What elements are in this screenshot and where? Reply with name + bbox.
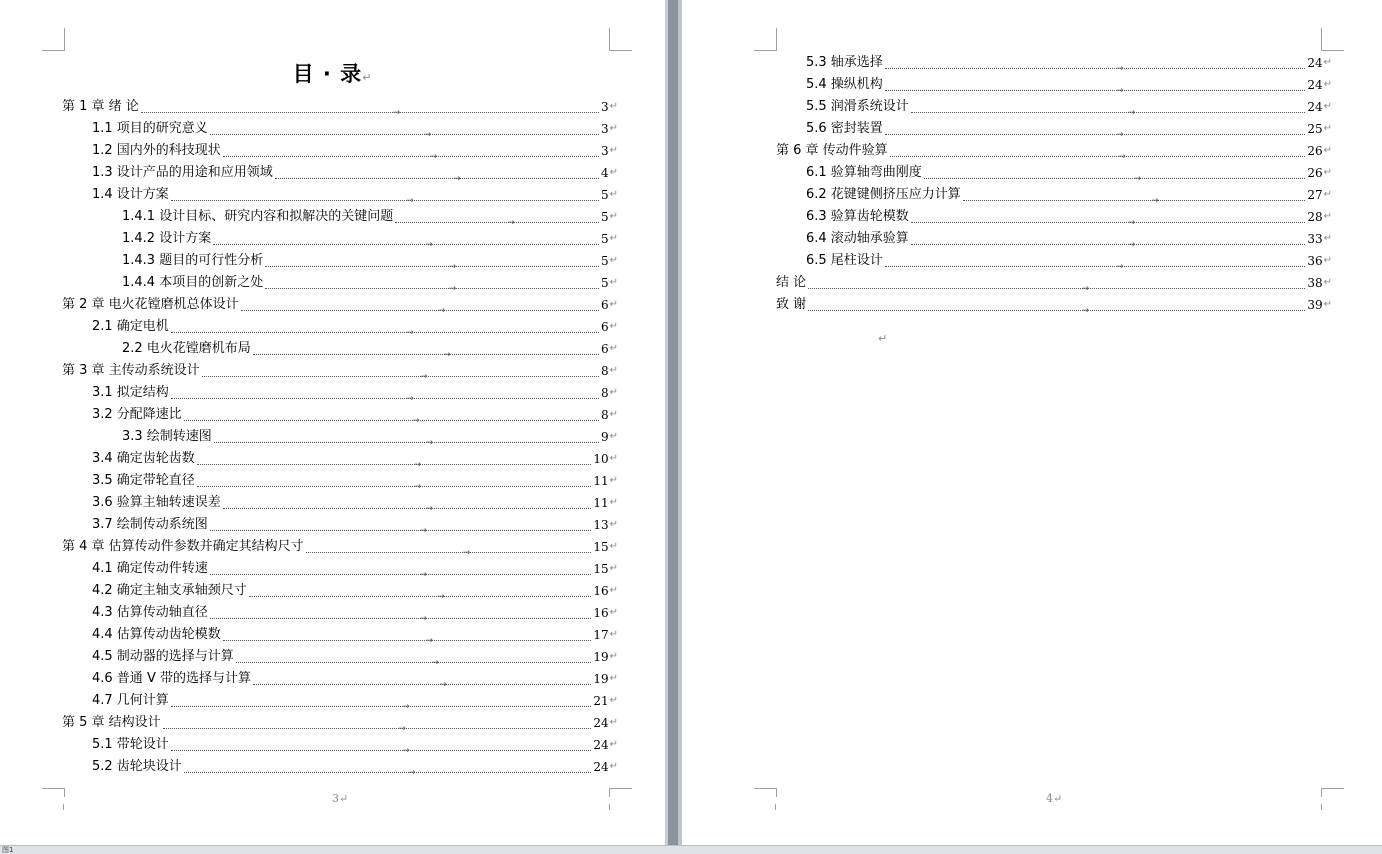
tab-leader-dots xyxy=(249,596,592,597)
toc-entry-page-number: 5 xyxy=(600,210,609,224)
page-number xyxy=(1046,792,1062,805)
toc-entry-title: 1.1 项目的研究意义 xyxy=(92,121,208,136)
tab-leader-dots xyxy=(890,156,1306,157)
paragraph-mark: ↵ xyxy=(609,431,618,442)
tab-leader-dots xyxy=(210,530,592,531)
tab-leader-dots xyxy=(885,68,1306,69)
toc-section-entry[interactable] xyxy=(92,184,618,206)
toc-section-entry[interactable] xyxy=(806,118,1332,140)
toc-section-entry[interactable] xyxy=(92,646,618,668)
paragraph-mark: ↵ xyxy=(609,629,618,640)
paragraph-mark: ↵ xyxy=(609,101,618,112)
tab-leader-dots xyxy=(395,222,599,223)
tab-leader-dots xyxy=(241,310,599,311)
toc-entry-title: 6.1 验算轴弯曲刚度 xyxy=(806,165,922,180)
tab-leader-dots xyxy=(808,310,1305,311)
paragraph-mark: ↵ xyxy=(878,332,888,345)
toc-entry-title: 6.4 滚动轴承验算 xyxy=(806,231,909,246)
toc-entry-page-number: 26 xyxy=(1307,144,1323,158)
toc-entry-page-number: 3 xyxy=(600,122,609,136)
tab-leader-dots xyxy=(236,662,592,663)
toc-entry-title: 3.6 验算主轴转速误差 xyxy=(92,495,221,510)
toc-section-entry[interactable] xyxy=(92,140,618,162)
tab-leader-dots xyxy=(210,618,592,619)
toc-section-entry[interactable] xyxy=(806,250,1332,272)
toc-entry-page-number: 8 xyxy=(600,364,609,378)
toc-entry-title: 3.5 确定带轮直径 xyxy=(92,473,195,488)
toc-entry-page-number: 15 xyxy=(593,540,609,554)
crop-mark-top-right xyxy=(1321,28,1344,51)
toc-section-entry[interactable] xyxy=(92,514,618,536)
toc-section-entry[interactable] xyxy=(806,52,1332,74)
tab-leader-dots xyxy=(184,772,592,773)
paragraph-mark: ↵ xyxy=(1323,123,1332,134)
paragraph-mark: ↵ xyxy=(609,673,618,684)
tab-leader-dots xyxy=(911,222,1306,223)
toc-section-entry[interactable] xyxy=(92,448,618,470)
tab-leader-dots xyxy=(141,112,599,113)
paragraph-mark: ↵ xyxy=(609,409,618,420)
toc-entry-title: 第 6 章 传动件验算 xyxy=(776,143,888,158)
paragraph-mark: ↵ xyxy=(609,167,618,178)
paragraph-mark: ↵ xyxy=(1323,145,1332,156)
toc-entry-page-number: 16 xyxy=(593,584,609,598)
toc-entry-title: 4.4 估算传动齿轮模数 xyxy=(92,627,221,642)
toc-entry-page-number: 13 xyxy=(593,518,609,532)
toc-entry-page-number: 24 xyxy=(593,738,609,752)
tab-leader-dots xyxy=(306,552,592,553)
toc-entry-page-number: 26 xyxy=(1307,166,1323,180)
tab-leader-dots xyxy=(253,354,599,355)
toc-entry-page-number: 21 xyxy=(593,694,609,708)
paragraph-mark: ↵ xyxy=(609,717,618,728)
toc-entry-title: 4.3 估算传动轴直径 xyxy=(92,605,208,620)
tab-leader-dots xyxy=(197,486,592,487)
toc-section-entry[interactable] xyxy=(92,162,618,184)
toc-section-entry[interactable] xyxy=(806,228,1332,250)
toc-entry-page-number: 24 xyxy=(593,760,609,774)
toc-entry-title: 第 1 章 绪 论 xyxy=(62,99,139,114)
toc-section-entry[interactable] xyxy=(92,690,618,712)
toc-entry-page-number: 36 xyxy=(1307,254,1323,268)
toc-entry-title: 3.2 分配降速比 xyxy=(92,407,182,422)
crop-tick xyxy=(63,804,64,810)
tab-leader-dots xyxy=(171,750,592,751)
toc-entry-page-number: 8 xyxy=(600,386,609,400)
toc-entry-page-number: 5 xyxy=(600,254,609,268)
page-number xyxy=(332,792,348,805)
crop-mark-bottom-left xyxy=(754,788,777,797)
toc-entry-page-number: 24 xyxy=(1307,100,1323,114)
toc-entry-page-number: 19 xyxy=(593,650,609,664)
tab-leader-dots xyxy=(963,200,1306,201)
tab-leader-dots xyxy=(911,244,1306,245)
document-page-3[interactable] xyxy=(0,0,665,845)
toc-entry-page-number: 5 xyxy=(600,232,609,246)
toc-entry-page-number: 25 xyxy=(1307,122,1323,136)
toc-section-entry[interactable] xyxy=(92,734,618,756)
tab-leader-dots xyxy=(171,200,599,201)
paragraph-mark: ↵ xyxy=(1323,189,1332,200)
crop-mark-bottom-left xyxy=(42,788,65,797)
document-page-4[interactable] xyxy=(682,0,1382,845)
toc-section-entry[interactable] xyxy=(806,162,1332,184)
crop-tick xyxy=(609,804,610,810)
paragraph-mark: ↵ xyxy=(609,255,618,266)
toc-entry-page-number: 4 xyxy=(600,166,609,180)
toc-entry-title: 1.4.4 本项目的创新之处 xyxy=(122,275,264,290)
tab-leader-dots xyxy=(171,706,592,707)
paragraph-mark: ↵ xyxy=(1323,211,1332,222)
toc-section-entry[interactable] xyxy=(806,206,1332,228)
paragraph-mark: ↵ xyxy=(609,123,618,134)
crop-mark-top-right xyxy=(609,28,632,51)
toc-entry-page-number: 3 xyxy=(600,144,609,158)
toc-section-entry[interactable] xyxy=(92,404,618,426)
toc-entry-title: 4.7 几何计算 xyxy=(92,693,169,708)
toc-entry-page-number: 24 xyxy=(593,716,609,730)
toc-entry-title: 4.5 制动器的选择与计算 xyxy=(92,649,234,664)
tab-leader-dots xyxy=(885,266,1306,267)
crop-mark-top-left xyxy=(754,28,777,51)
paragraph-mark: ↵ xyxy=(1323,167,1332,178)
tab-leader-dots xyxy=(214,442,599,443)
toc-entry-page-number: 6 xyxy=(600,320,609,334)
toc-entry-title: 第 3 章 主传动系统设计 xyxy=(62,363,200,378)
toc-entry-title: 6.5 尾柱设计 xyxy=(806,253,883,268)
paragraph-mark: ↵ xyxy=(1053,792,1063,805)
toc-section-entry[interactable] xyxy=(92,118,618,140)
toc-chapter-entry[interactable] xyxy=(62,536,618,558)
toc-section-entry[interactable] xyxy=(806,74,1332,96)
tab-leader-dots xyxy=(223,640,592,641)
paragraph-mark: ↵ xyxy=(609,585,618,596)
tab-leader-dots xyxy=(202,376,599,377)
page-number-text: 4 xyxy=(1046,792,1053,805)
toc-entry-page-number: 10 xyxy=(593,452,609,466)
tab-leader-dots xyxy=(210,134,599,135)
toc-section-entry[interactable] xyxy=(806,96,1332,118)
toc-entry-title: 1.4.2 设计方案 xyxy=(122,231,212,246)
toc-entry-title: 5.3 轴承选择 xyxy=(806,55,883,70)
paragraph-mark: ↵ xyxy=(609,739,618,750)
page-gutter-shadow xyxy=(668,0,678,845)
paragraph-mark: ↵ xyxy=(609,343,618,354)
toc-section-entry[interactable] xyxy=(92,492,618,514)
paragraph-mark: ↵ xyxy=(609,563,618,574)
toc-section-entry[interactable] xyxy=(92,470,618,492)
paragraph-mark: ↵ xyxy=(1323,255,1332,266)
toc-section-entry[interactable] xyxy=(122,272,618,294)
toc-section-entry[interactable] xyxy=(122,206,618,228)
toc-entry-title: 第 2 章 电火花镗磨机总体设计 xyxy=(62,297,239,312)
toc-title-text: 目 · 录 xyxy=(292,62,363,86)
tab-leader-dots xyxy=(223,508,592,509)
paragraph-mark: ↵ xyxy=(609,541,618,552)
tab-leader-dots xyxy=(911,112,1306,113)
toc-entry-title: 3.1 拟定结构 xyxy=(92,385,169,400)
tab-leader-dots xyxy=(213,244,599,245)
toc-entry-page-number: 24 xyxy=(1307,78,1323,92)
paragraph-mark: ↵ xyxy=(609,519,618,530)
tab-leader-dots xyxy=(265,266,599,267)
tab-leader-dots xyxy=(197,464,592,465)
crop-mark-bottom-right xyxy=(1321,788,1344,797)
tab-leader-dots xyxy=(171,398,599,399)
toc-section-entry[interactable] xyxy=(92,382,618,404)
paragraph-mark: ↵ xyxy=(1323,57,1332,68)
tab-leader-dots xyxy=(265,288,599,289)
paragraph-mark: ↵ xyxy=(609,607,618,618)
toc-entry-title: 1.2 国内外的科技现状 xyxy=(92,143,221,158)
toc-entry-title: 结 论 xyxy=(776,275,807,290)
toc-section-entry[interactable] xyxy=(92,602,618,624)
toc-section-entry[interactable] xyxy=(92,624,618,646)
toc-entry-page-number: 17 xyxy=(593,628,609,642)
paragraph-mark: ↵ xyxy=(609,321,618,332)
toc-entry-title: 6.2 花键键侧挤压应力计算 xyxy=(806,187,961,202)
toc-section-entry[interactable] xyxy=(92,558,618,580)
toc-entry-page-number: 5 xyxy=(600,188,609,202)
paragraph-mark: ↵ xyxy=(609,497,618,508)
paragraph-mark: ↵ xyxy=(609,475,618,486)
toc-entry-title: 5.2 齿轮块设计 xyxy=(92,759,182,774)
paragraph-mark: ↵ xyxy=(609,233,618,244)
paragraph-mark: ↵ xyxy=(1323,79,1332,90)
toc-entry-page-number: 16 xyxy=(593,606,609,620)
toc-entry-title: 2.1 确定电机 xyxy=(92,319,169,334)
toc-entry-title: 1.4.3 题目的可行性分析 xyxy=(122,253,264,268)
paragraph-mark: ↵ xyxy=(362,71,373,84)
toc-entry-page-number: 19 xyxy=(593,672,609,686)
toc-chapter-entry[interactable] xyxy=(776,294,1332,316)
status-text: 图1 xyxy=(2,846,14,854)
toc-entry-title: 4.2 确定主轴支承轴颈尺寸 xyxy=(92,583,247,598)
toc-entry-page-number: 15 xyxy=(593,562,609,576)
toc-entry-title: 1.4 设计方案 xyxy=(92,187,169,202)
toc-entry-title: 4.6 普通 V 带的选择与计算 xyxy=(92,671,251,686)
page-number-text: 3 xyxy=(332,792,339,805)
crop-tick xyxy=(1321,804,1322,810)
toc-entry-page-number: 6 xyxy=(600,298,609,312)
toc-entry-title: 5.4 操纵机构 xyxy=(806,77,883,92)
toc-entry-title: 3.7 绘制传动系统图 xyxy=(92,517,208,532)
toc-section-entry[interactable] xyxy=(92,316,618,338)
paragraph-mark: ↵ xyxy=(609,651,618,662)
tab-leader-dots xyxy=(210,574,592,575)
toc-section-entry[interactable] xyxy=(122,250,618,272)
toc-entry-title: 5.1 带轮设计 xyxy=(92,737,169,752)
paragraph-mark: ↵ xyxy=(609,277,618,288)
paragraph-mark: ↵ xyxy=(609,695,618,706)
tab-leader-dots xyxy=(885,90,1306,91)
paragraph-mark: ↵ xyxy=(1323,299,1332,310)
toc-section-entry[interactable] xyxy=(92,580,618,602)
toc-chapter-entry[interactable] xyxy=(62,294,618,316)
toc-entry-title: 4.1 确定传动件转速 xyxy=(92,561,208,576)
toc-entry-title: 1.4.1 设计目标、研究内容和拟解决的关键问题 xyxy=(122,209,394,224)
toc-entry-page-number: 11 xyxy=(593,496,609,510)
tab-leader-dots xyxy=(163,728,592,729)
toc-section-entry[interactable] xyxy=(122,426,618,448)
paragraph-mark: ↵ xyxy=(339,792,349,805)
toc-entry-page-number: 3 xyxy=(600,100,609,114)
toc-entry-title: 6.3 验算齿轮模数 xyxy=(806,209,909,224)
toc-entry-page-number: 28 xyxy=(1307,210,1323,224)
toc-entry-page-number: 38 xyxy=(1307,276,1323,290)
toc-title xyxy=(0,60,665,92)
toc-entry-title: 致 谢 xyxy=(776,297,807,312)
crop-mark-top-left xyxy=(42,28,65,51)
tab-leader-dots xyxy=(924,178,1306,179)
toc-entry-page-number: 11 xyxy=(593,474,609,488)
paragraph-mark: ↵ xyxy=(609,761,618,772)
toc-entry-page-number: 33 xyxy=(1307,232,1323,246)
paragraph-mark: ↵ xyxy=(609,387,618,398)
toc-section-entry[interactable] xyxy=(92,756,618,778)
toc-entry-title: 5.6 密封装置 xyxy=(806,121,883,136)
toc-entry-page-number: 27 xyxy=(1307,188,1323,202)
paragraph-mark: ↵ xyxy=(609,299,618,310)
toc-entry-page-number: 5 xyxy=(600,276,609,290)
toc-chapter-entry[interactable] xyxy=(62,712,618,734)
tab-leader-dots xyxy=(253,684,591,685)
paragraph-mark: ↵ xyxy=(1323,101,1332,112)
toc-entry-page-number: 8 xyxy=(600,408,609,422)
toc-entry-page-number: 6 xyxy=(600,342,609,356)
toc-entry-title: 2.2 电火花镗磨机布局 xyxy=(122,341,251,356)
paragraph-mark: ↵ xyxy=(609,453,618,464)
toc-chapter-entry[interactable] xyxy=(62,96,618,118)
toc-entry-title: 1.3 设计产品的用途和应用领域 xyxy=(92,165,273,180)
toc-section-entry[interactable] xyxy=(122,338,618,360)
tab-leader-dots xyxy=(171,332,599,333)
crop-tick xyxy=(775,804,776,810)
toc-entry-title: 3.3 绘制转速图 xyxy=(122,429,212,444)
tab-leader-dots xyxy=(184,420,599,421)
toc-entry-title: 第 5 章 结构设计 xyxy=(62,715,161,730)
paragraph-mark: ↵ xyxy=(609,189,618,200)
toc-entry-page-number: 39 xyxy=(1307,298,1323,312)
paragraph-mark: ↵ xyxy=(609,211,618,222)
paragraph-mark: ↵ xyxy=(609,365,618,376)
toc-section-entry[interactable] xyxy=(806,184,1332,206)
toc-entry-title: 5.5 润滑系统设计 xyxy=(806,99,909,114)
tab-leader-dots xyxy=(223,156,599,157)
paragraph-mark: ↵ xyxy=(609,145,618,156)
toc-chapter-entry[interactable] xyxy=(62,360,618,382)
toc-entry-page-number: 9 xyxy=(600,430,609,444)
toc-section-entry[interactable] xyxy=(92,668,618,690)
toc-entry-page-number: 24 xyxy=(1307,56,1323,70)
tab-leader-dots xyxy=(275,178,599,179)
toc-entry-title: 3.4 确定齿轮齿数 xyxy=(92,451,195,466)
toc-chapter-entry[interactable] xyxy=(776,272,1332,294)
paragraph-mark: ↵ xyxy=(1323,233,1332,244)
tab-leader-dots xyxy=(885,134,1306,135)
paragraph-mark: ↵ xyxy=(1323,277,1332,288)
toc-entry-title: 第 4 章 估算传动件参数并确定其结构尺寸 xyxy=(62,539,304,554)
toc-chapter-entry[interactable] xyxy=(776,140,1332,162)
toc-section-entry[interactable] xyxy=(122,228,618,250)
tab-leader-dots xyxy=(808,288,1305,289)
crop-mark-bottom-right xyxy=(609,788,632,797)
